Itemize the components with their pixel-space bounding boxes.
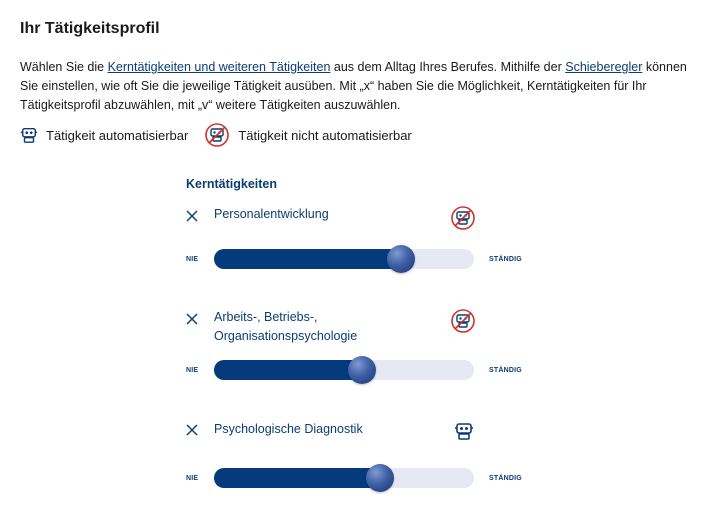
slider-fill <box>214 360 362 380</box>
remove-activity-button[interactable] <box>186 313 198 325</box>
slider-thumb[interactable] <box>366 464 394 492</box>
robot-crossed-icon <box>450 308 476 334</box>
activity-label: Personalentwicklung <box>214 207 329 221</box>
scale-min-label: NIE <box>186 367 199 374</box>
intro-text-part: aus dem Alltag Ihres Berufes. Mithilfe der <box>330 60 566 74</box>
legend-not-automatable <box>204 122 411 148</box>
slider-help-link[interactable]: Schieberegler <box>565 60 643 74</box>
remove-activity-button[interactable] <box>186 424 198 436</box>
section-title: Kerntätigkeiten <box>186 177 277 191</box>
scale-min-label: NIE <box>186 256 199 263</box>
core-activities-link[interactable]: Kerntätigkeiten und weiteren Tätigkeiten <box>107 60 331 74</box>
intro-text-part: Wählen Sie die <box>20 60 108 74</box>
robot-icon <box>20 126 38 144</box>
slider-fill <box>214 468 380 488</box>
frequency-slider[interactable] <box>214 360 474 380</box>
slider-fill <box>214 249 401 269</box>
legend-not-automatable-label: Tätigkeit nicht automatisierbar <box>238 127 412 143</box>
legend-automatable-label: Tätigkeit automatisierbar <box>46 127 189 143</box>
scale-max-label: STÄNDIG <box>489 475 522 482</box>
icon-legend <box>20 122 428 148</box>
robot-crossed-icon <box>450 205 476 231</box>
legend-automatable <box>20 126 188 144</box>
remove-activity-button[interactable] <box>186 210 198 222</box>
frequency-slider[interactable] <box>214 468 474 488</box>
intro-text-part: können Sie einstellen, wie oft Sie die jeweilige Tätigkeit ausüben. Mit „x“ haben Sie die Möglichkeit, Kerntätigkeiten für Ihr Tätigkeitsprofil abzuwählen, mit „v“ weitere Tätigkeiten auszuwählen. <box>20 60 687 112</box>
page-title: Ihr Tätigkeitsprofil <box>20 20 160 37</box>
slider-thumb[interactable] <box>387 245 415 273</box>
activity-label: Psychologische Diagnostik <box>214 422 363 436</box>
intro-text <box>20 58 690 115</box>
activity-label: Arbeits-, Betriebs-, Organisationspsychologie <box>214 310 358 343</box>
frequency-slider[interactable] <box>214 249 474 269</box>
scale-max-label: STÄNDIG <box>489 256 522 263</box>
robot-crossed-icon <box>204 122 230 148</box>
scale-max-label: STÄNDIG <box>489 367 522 374</box>
scale-min-label: NIE <box>186 475 199 482</box>
slider-thumb[interactable] <box>348 356 376 384</box>
robot-icon <box>454 420 474 442</box>
